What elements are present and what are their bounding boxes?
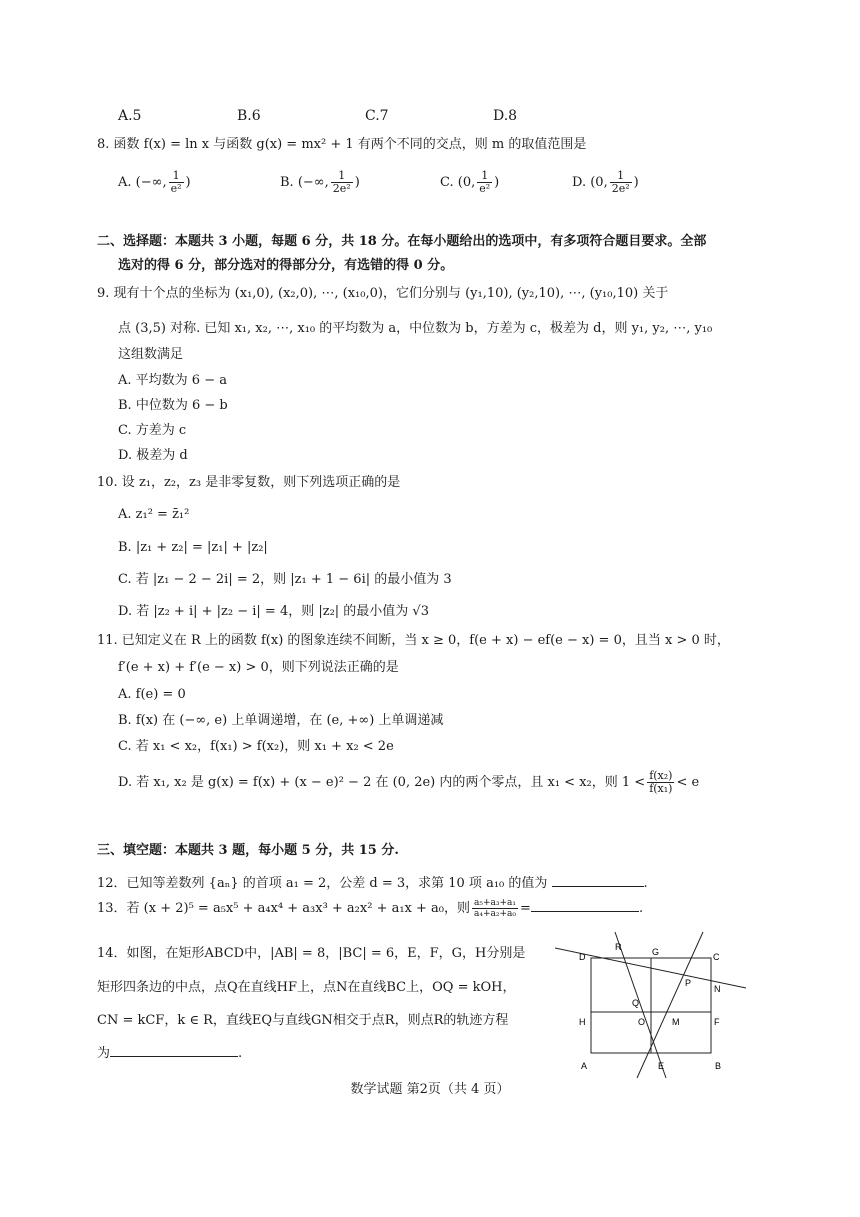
q11-option-c: C. 若 x₁ < x₂，f(x₁) > f(x₂)，则 x₁ + x₂ < 2e (118, 739, 394, 754)
q10-stem: 10. 设 z₁，z₂，z₃ 是非零复数，则下列选项正确的是 (97, 475, 401, 490)
q14-line3: CN = kCF，k ∈ R，直线EQ与直线GN相交于点R，则点R的轨迹方程 (97, 1013, 509, 1028)
q10-option-b: B. |z₁ + z₂| = |z₁| + |z₂| (118, 540, 268, 555)
q8-option-b: B. (−∞, $\frac{1}{\text{2e²}}$ ) (280, 169, 360, 195)
section2-heading-cont: 选对的得 6 分，部分选对的得部分分，有选错的得 0 分。 (118, 258, 454, 273)
label-p: P (685, 978, 692, 988)
label-c: C (713, 952, 720, 962)
q10-option-c: C. 若 |z₁ − 2 − 2i| = 2，则 |z₁ + 1 − 6i| 的最小值为 3 (118, 572, 452, 587)
section3-heading: 三、填空题：本题共 3 题，每小题 5 分，共 15 分. (97, 843, 399, 858)
label-r: R (615, 942, 622, 952)
q9-option-d: D. 极差为 d (118, 448, 188, 463)
label-q: Q (632, 998, 640, 1008)
q14-line4: 为 . (97, 1046, 243, 1061)
q8-option-c: C. (0, $\frac{1}{\text{e²}}$ ) (440, 169, 500, 195)
label-e: E (658, 1061, 665, 1071)
q11-line2: f′(e + x) + f′(e − x) > 0，则下列说法正确的是 (118, 660, 399, 675)
q9-option-a: A. 平均数为 6 − a (118, 373, 227, 388)
q10-option-a: A. z₁² = z̄₁² (118, 507, 190, 522)
q9-line1: 9. 现有十个点的坐标为 (x₁,0), (x₂,0), ⋯, (x₁₀,0)，它们分别与 (y₁,10), (y₂,10), ⋯, (y₁₀,10) 关于 (97, 286, 669, 301)
q7-option-a: A.5 (118, 108, 142, 124)
q14-line1: 14．如图，在矩形ABCD中，|AB| = 8，|BC| = 6，E，F，G，H分别是 (97, 946, 526, 961)
q10-option-d: D. 若 |z₂ + i| + |z₂ − i| = 4，则 |z₂| 的最小值为 √3 (118, 604, 429, 619)
q9-option-c: C. 方差为 c (118, 423, 187, 438)
q8-option-d: D. (0, $\frac{1}{\text{2e²}}$ ) (572, 169, 639, 195)
label-h: H (579, 1017, 586, 1027)
label-n: N (714, 984, 721, 994)
section2-heading: 二、选择题：本题共 3 小题，每题 6 分，共 18 分。在每小题给出的选项中，有多项符合题目要求。全部 (97, 234, 707, 249)
q11-line1: 11. 已知定义在 R 上的函数 f(x) 的图象连续不间断，当 x ≥ 0，f(e + x) − ef(e − x) = 0，且当 x > 0 时， (97, 633, 730, 648)
q12-answer-blank[interactable] (552, 874, 644, 887)
page-footer: 数学试题 第2页（共 4 页） (350, 1082, 510, 1097)
label-d: D (579, 952, 586, 962)
q9-line2: 点 (3,5) 对称. 已知 x₁, x₂, ⋯, x₁₀ 的平均数为 a，中位数为 b，方差为 c，极差为 d，则 y₁, y₂, ⋯, y₁₀ (118, 321, 713, 336)
q11-option-a: A. f(e) = 0 (118, 687, 186, 702)
label-m: M (672, 1017, 680, 1027)
q7-option-d: D.8 (493, 108, 518, 124)
q8-stem: 8. 函数 f(x) = ln x 与函数 g(x) = mx² + 1 有两个不同的交点，则 m 的取值范围是 (97, 137, 587, 152)
rectangle-diagram (555, 930, 755, 1080)
q11-option-d: D. 若 x₁, x₂ 是 g(x) = f(x) + (x − e)² − 2 在 (0, 2e) 内的两个零点，且 x₁ < x₂，则 1 < $\frac{\text{f(x₂)}}{\text{f(x₁)}}$ < e (118, 769, 700, 795)
q14-answer-blank[interactable] (110, 1044, 238, 1057)
label-a: A (581, 1061, 588, 1071)
label-b: B (715, 1061, 722, 1071)
q12-text: 12．已知等差数列 {aₙ} 的首项 a₁ = 2，公差 d = 3，求第 10 项 a₁₀ 的值为 . (97, 876, 648, 891)
q8-option-a: A. (−∞, $\frac{1}{\text{e²}}$ ) (118, 169, 191, 195)
q9-line3: 这组数满足 (118, 347, 184, 362)
label-g: G (652, 947, 660, 957)
q14-line2: 矩形四条边的中点，点Q在直线HF上，点N在直线BC上，OQ = kOH， (97, 980, 516, 995)
q11-option-b: B. f(x) 在 (−∞, e) 上单调递增，在 (e, +∞) 上单调递减 (118, 713, 444, 728)
q7-option-b: B.6 (237, 108, 261, 124)
q7-option-c: C.7 (365, 108, 389, 124)
q13-text: 13．若 (x + 2)⁵ = a₅x⁵ + a₄x⁴ + a₃x³ + a₂x² + a₁x + a₀，则 $\frac{\text{a₅+a₃+a₁}}{\text{a₄+a₂+a₀}}$ = . (97, 898, 644, 919)
q13-answer-blank[interactable] (531, 899, 639, 912)
line-rn (637, 932, 703, 1078)
q9-option-b: B. 中位数为 6 − b (118, 398, 228, 413)
label-f: F (714, 1017, 720, 1027)
label-o: O (638, 1017, 646, 1027)
